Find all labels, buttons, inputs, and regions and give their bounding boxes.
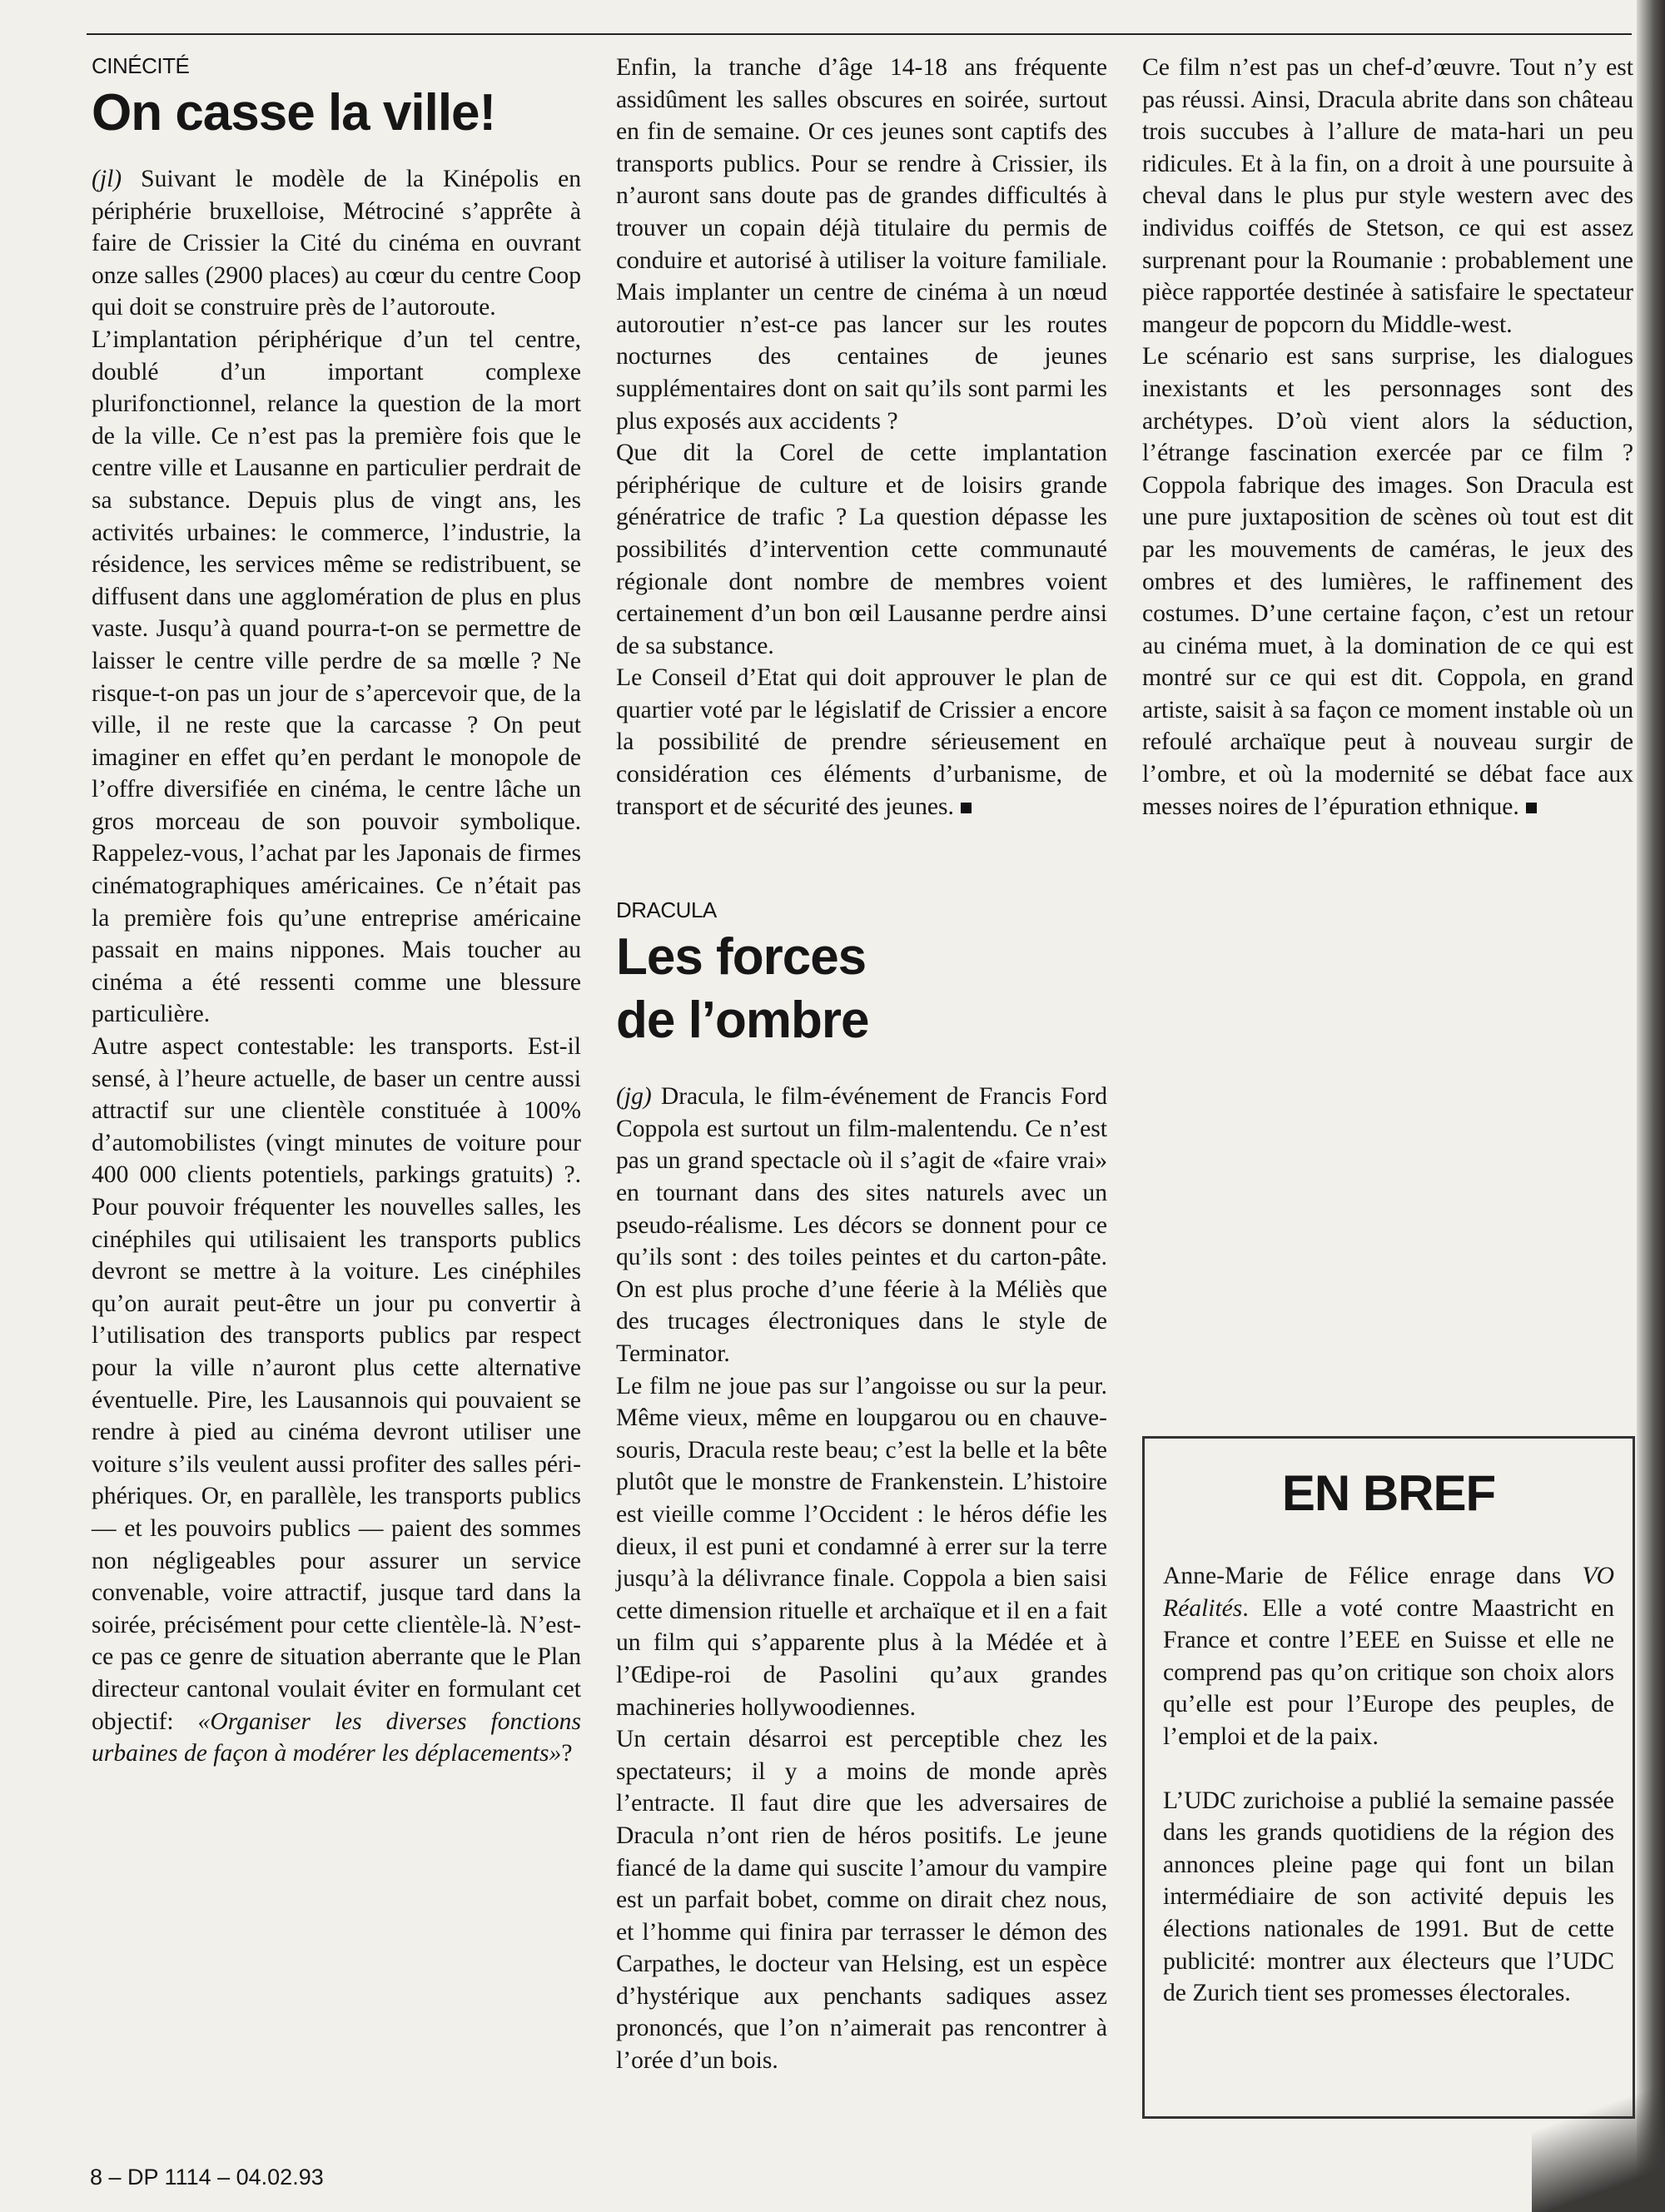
en-bref-title: EN BREF: [1281, 1465, 1496, 1521]
rubric-dracula: DRACULA: [616, 897, 717, 923]
bref-item1-publication: VO Réalités: [1163, 1563, 1614, 1622]
column-1: [92, 52, 581, 1770]
article2-p5-text: Le scénario est sans surprise, les dialogues inexistants et les personnages sont des archétypes. D’où vient alors la séduction, l’étrange fascination exercée par ce film ? Coppola fabrique des images. Son Dracula est une pure juxtaposition de scènes où tout est dit par les mouvements de caméras, le jeux des ombres et des lumières, le raffinement des costumes. D’une certaine façon, c’est un retour au cinéma muet, à la domination de ce qui est montré sur ce qui est dit. Coppola, en grand artiste, saisit à sa façon ce moment instable où un refoulé archaïque peut à nouveau surgir de l’ombre, et où la modernité se débat face aux messes noires de l’épuration ethnique.: [1142, 343, 1633, 820]
article1-p3-end: ?: [561, 1740, 573, 1767]
page-edge-shadow: [1637, 0, 1665, 2212]
article2-header: [616, 896, 1107, 1052]
headline-line-2: de l’ombre: [616, 992, 869, 1050]
article1-p6-text: Le Conseil d’Etat qui doit approuver le plan de quartier voté par le législatif de Crissier a encore la possibilité de prendre sérieusement en considération ces éléments d’urbanisme, de transport et de sécurité des jeunes.: [616, 664, 1107, 820]
bref-item1-rest: . Elle a voté contre Maastricht en France et contre l’EEE en Suisse et elle ne comprend pas qu’on critique son choix alors qu’elle est pour l’Europe des peuples, de l’emploi et de la paix.: [1163, 1594, 1614, 1750]
article2-p1-text: Dracula, le film-événement de Francis Ford Coppola est surtout un film-malentendu. Ce n’est pas un grand spectacle où il s’agit de «faire vrai» en tournant dans des sites naturels avec un pseudo-réalisme. Les décors se donnent pour ce qu’ils sont : des toiles peintes et du carton-pâte. On est plus proche d’une féerie à la Méliès que des trucages électroniques dans le style de Terminator.: [616, 1083, 1107, 1367]
headline-on-casse-la-ville: On casse la ville!: [92, 84, 496, 142]
article2-paragraph-1: [616, 1081, 1107, 1369]
article2-paragraph-3: Un certain désarroi est perceptible chez les spectateurs; il y a moins de monde après l’entracte. Il faut dire que les adversaires de Dracula n’ont rien de héros positifs. Le jeune fiancé de la dame qui suscite l’amour du vampire est un parfait bobet, comme on dirait chez nous, et l’homme qui finira par terrasser le démon des Carpathes, le docteur van Helsing, est un espèce d’hystérique aux penchants sadiques assez prononcés, que l’on n’aimerait pas rencontrer à l’orée d’un bois.: [616, 1726, 1107, 2075]
end-mark-icon: [961, 803, 972, 813]
article1-paragraph-6: [616, 662, 1107, 823]
bref-item-2: L’UDC zurichoise a publié la semaine passée dans les grands quotidiens de la région des annonces pleine page qui font un bilan intermédiaire de son activité depuis les élections nationales de 1991. But de cette publicité: montrer aux électeurs que l’UDC de Zurich tient ses promesses électorales.: [1163, 1787, 1614, 2007]
article1-paragraph-2: L’implantation périphérique d’un tel centre, doublé d’un important complexe plurifonctionnel, relance la question de la mort de la ville. Ce n’est pas la première fois que le centre ville et Lausanne en particulier perdrait de sa substance. Depuis plus de vingt ans, les activités urbaines: le commerce, l’industrie, la résidence, les services même se redistribuent, se diffusent dans une agglomération de plus en plus vaste. Jusqu’à quand pourra-t-on se permettre de laisser le centre ville perdre de sa mœlle ? Ne risque-t-on pas un jour de s’apercevoir que, de la ville, il ne reste que la carcasse ? On peut imaginer en effet qu’en perdant le monopole de l’offre diversifiée en cinéma, le centre lâche un gros morceau de son pouvoir symbolique. Rappelez-vous, l’achat par les Japonais de firmes cinématographiques américaines. Ce n’était pas la première fois qu’une entreprise américaine passait en mains nippones. Mais toucher au cinéma a été ressenti comme une blessure particulière.: [92, 326, 581, 1028]
en-bref-box: [1142, 1436, 1635, 2119]
article2-paragraph-2: Le film ne joue pas sur l’angoisse ou sur la peur. Même vieux, même en loupgarou ou en chauve-souris, Dracula reste beau; c’est la belle et la bête plutôt que le monstre de Frankenstein. L’histoire est vieille comme l’Occident : le héros défie les dieux, il est puni et condamné à errer sur la terre jusqu’à la délivrance finale. Coppola a bien saisi cette dimension rituelle et archaïque et il en a fait un film qui s’apparente plus à la Médée et à l’Œdipe-roi de Pasolini qu’aux grandes machineries hollywoodiennes.: [616, 1372, 1107, 1721]
page-folio: 8 – DP 1114 – 04.02.93: [90, 2165, 324, 2190]
column-3: [1142, 52, 1633, 823]
rubric-cinecite: CINÉCITÉ: [92, 53, 190, 78]
article1-quote: «Organiser les diverses fonctions urbaines de façon à modérer les déplacements»: [92, 1707, 581, 1767]
article1-paragraph-5: Que dit la Corel de cette implantation périphérique de culture et de loisirs grande génératrice de trafic ? La question dépasse les possibilités d’intervention cette communauté régionale dont nombre de membres voient certainement d’un bon œil Lausanne perdre ainsi de sa substance.: [616, 440, 1107, 659]
article2-author: (jg): [616, 1083, 652, 1111]
article1-p1-text: Suivant le modèle de la Kinépolis en périphérie bruxelloise, Métrociné s’apprête à faire de Crissier la Cité du cinéma en ouvrant onze salles (2900 places) au cœur du centre Coop qui doit se construire près de l’autoroute.: [92, 166, 581, 321]
top-rule: [87, 33, 1632, 35]
article1-author: (jl): [92, 166, 122, 192]
article1-paragraph-4: Enfin, la tranche d’âge 14-18 ans fréquente assidûment les salles obscures en soirée, surtout en fin de semaine. Or ces jeunes sont captifs des transports publics. Pour se rendre à Crissier, ils n’auront sans doute pas de grandes difficultés à trouver un copain déjà titulaire du permis de conduire et autorisé à utiliser la voiture familiale. Mais implanter un centre de cinéma à un nœud autoroutier n’est-ce pas lancer sur les routes nocturnes des centaines de jeunes supplémentaires dont on sait qu’ils sont parmi les plus exposés aux accidents ?: [616, 54, 1107, 435]
article1-paragraph-3: [92, 1031, 581, 1770]
article1-paragraph-1: [92, 163, 581, 324]
headline-les-forces-de-l-ombre: [616, 926, 1107, 1052]
article1-p3-text: Autre aspect contestable: les transports. Est-il sensé, à l’heure actuelle, de baser un centre aussi attractif sur une clientèle constituée à 100% d’automobilistes (vingt minutes de voiture pour 400 000 clients potentiels, parkings gratuits) ?. Pour pouvoir fréquenter les nouvelles salles, les cinéphiles qui utilisaient les transports publics devront se mettre à la voiture. Les cinéphiles qu’on aurait peut-être un jour pu convertir à l’utilisation des transports publics par respect pour la ville n’auront plus cette alternative éventuelle. Pire, les Lausannois qui pouvaient se rendre à pied au cinéma devront utiliser une voiture s’ils veulent aussi profiter des salles périphériques. Or, en parallèle, les transports publics — et les pouvoirs publics — paient des sommes non négligeables pour assurer un service convenable, voire attractif, jusque tard dans la soirée, précisément pour cette clientèle-là. N’est-ce pas ce genre de situation aberrante que le Plan directeur cantonal voulait éviter en formulant cet objectif:: [92, 1033, 581, 1735]
end-mark-icon: [1526, 803, 1537, 813]
article2-paragraph-4: Ce film n’est pas un chef-d’œuvre. Tout n’y est pas réussi. Ainsi, Dracula abrite dans son château trois succubes à l’allure de mata-hari un peu ridicules. Et à la fin, on a droit à une poursuite à cheval dans le plus pur style western avec des individus coiffés de Stetson, ce qui est assez surprenant pour la Roumanie : probablement une pièce rapportée destinée à satisfaire le spectateur mangeur de popcorn du Middle-west.: [1142, 54, 1633, 338]
column-2: [616, 52, 1107, 2077]
bref-item-1: [1163, 1560, 1614, 1753]
article2-paragraph-5: [1142, 340, 1633, 823]
bref-item1-text: Anne-Marie de Félice enrage dans: [1163, 1563, 1583, 1589]
headline-line-1: Les forces: [616, 928, 867, 987]
